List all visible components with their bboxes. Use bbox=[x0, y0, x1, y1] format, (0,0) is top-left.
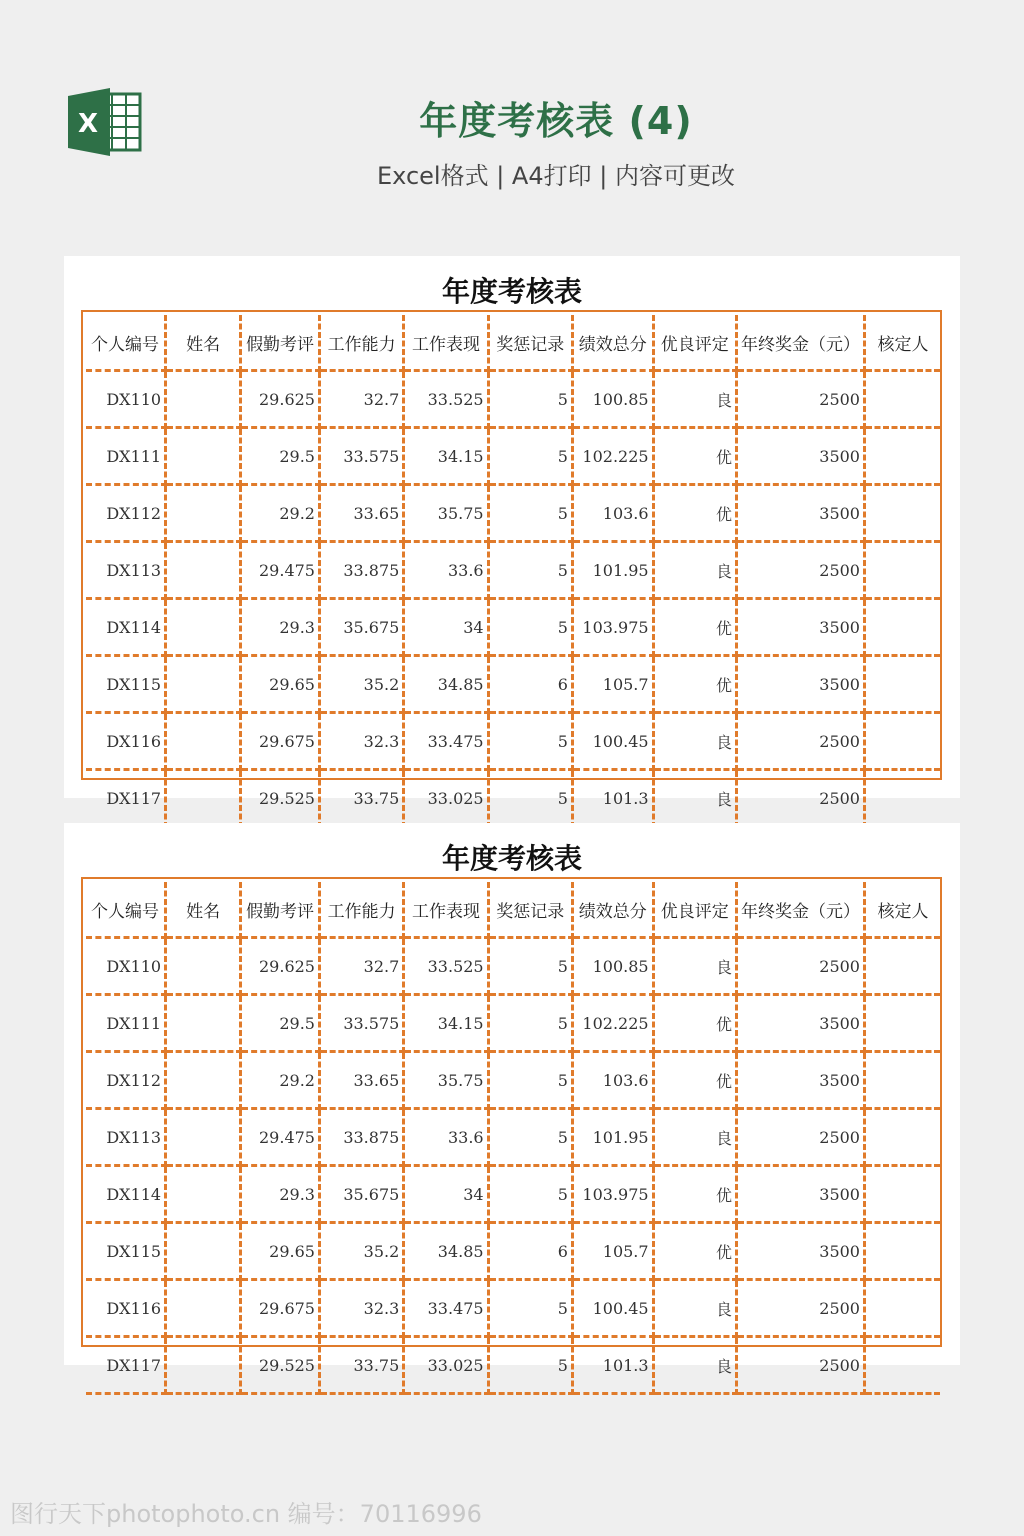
column-header-total-score: 绩效总分 bbox=[572, 882, 653, 938]
cell-grade: 良 bbox=[653, 542, 736, 599]
cell-bonus: 3500 bbox=[736, 995, 864, 1052]
page-title: 年度考核表 (4) bbox=[419, 99, 693, 143]
cell-reward-record: 5 bbox=[488, 995, 572, 1052]
column-header-reward-record: 奖惩记录 bbox=[488, 315, 572, 371]
cell-employee-id: DX111 bbox=[86, 995, 166, 1052]
column-header-performance-score: 工作表现 bbox=[404, 315, 488, 371]
cell-grade: 优 bbox=[653, 599, 736, 656]
cell-grade: 良 bbox=[653, 1337, 736, 1394]
cell-bonus: 3500 bbox=[736, 656, 864, 713]
cell-name bbox=[166, 599, 241, 656]
cell-total-score: 100.85 bbox=[572, 938, 653, 995]
cell-employee-id: DX113 bbox=[86, 542, 166, 599]
cell-performance-score: 34.15 bbox=[404, 995, 488, 1052]
cell-approver bbox=[864, 1109, 940, 1166]
cell-employee-id: DX115 bbox=[86, 1223, 166, 1280]
table-row bbox=[86, 656, 940, 713]
cell-approver bbox=[864, 656, 940, 713]
cell-attendance-score: 29.3 bbox=[241, 1166, 320, 1223]
sheet-title: 年度考核表 bbox=[441, 275, 582, 308]
table-frame bbox=[81, 877, 942, 1376]
cell-employee-id: DX117 bbox=[86, 770, 166, 827]
assessment-table bbox=[86, 882, 940, 1395]
cell-approver bbox=[864, 371, 940, 428]
cell-name bbox=[166, 371, 241, 428]
cell-employee-id: DX115 bbox=[86, 656, 166, 713]
cell-bonus: 2500 bbox=[736, 938, 864, 995]
cell-reward-record: 5 bbox=[488, 428, 572, 485]
cell-name bbox=[166, 485, 241, 542]
sheet-title: 年度考核表 bbox=[441, 842, 582, 875]
cell-attendance-score: 29.5 bbox=[241, 995, 320, 1052]
cell-bonus: 3500 bbox=[736, 1052, 864, 1109]
cell-bonus: 3500 bbox=[736, 1223, 864, 1280]
cell-approver bbox=[864, 599, 940, 656]
cell-approver bbox=[864, 485, 940, 542]
cell-employee-id: DX111 bbox=[86, 428, 166, 485]
cell-name bbox=[166, 1052, 241, 1109]
cell-ability-score: 33.65 bbox=[319, 485, 403, 542]
table-row bbox=[86, 371, 940, 428]
column-header-performance-score: 工作表现 bbox=[404, 882, 488, 938]
cell-reward-record: 5 bbox=[488, 485, 572, 542]
cell-grade: 良 bbox=[653, 1109, 736, 1166]
table-row bbox=[86, 428, 940, 485]
cell-bonus: 3500 bbox=[736, 485, 864, 542]
cell-name bbox=[166, 1166, 241, 1223]
column-header-employee-id: 个人编号 bbox=[86, 882, 166, 938]
cell-performance-score: 34.15 bbox=[404, 428, 488, 485]
cell-ability-score: 32.3 bbox=[319, 713, 403, 770]
cell-performance-score: 33.025 bbox=[404, 1337, 488, 1394]
cell-total-score: 105.7 bbox=[572, 656, 653, 713]
cell-ability-score: 33.65 bbox=[319, 1052, 403, 1109]
cell-total-score: 100.45 bbox=[572, 713, 653, 770]
cell-approver bbox=[864, 995, 940, 1052]
column-header-approver: 核定人 bbox=[864, 315, 940, 371]
cell-ability-score: 35.2 bbox=[319, 1223, 403, 1280]
cell-grade: 良 bbox=[653, 713, 736, 770]
table-row bbox=[86, 599, 940, 656]
cell-ability-score: 35.675 bbox=[319, 599, 403, 656]
table-frame bbox=[81, 310, 942, 809]
cell-grade: 优 bbox=[653, 1052, 736, 1109]
cell-bonus: 2500 bbox=[736, 1109, 864, 1166]
column-header-grade: 优良评定 bbox=[653, 315, 736, 371]
table-row bbox=[86, 542, 940, 599]
cell-attendance-score: 29.525 bbox=[241, 770, 320, 827]
cell-reward-record: 5 bbox=[488, 1052, 572, 1109]
cell-attendance-score: 29.65 bbox=[241, 656, 320, 713]
cell-grade: 良 bbox=[653, 938, 736, 995]
cell-bonus: 2500 bbox=[736, 1280, 864, 1337]
table-row bbox=[86, 1280, 940, 1337]
cell-attendance-score: 29.675 bbox=[241, 1280, 320, 1337]
cell-bonus: 3500 bbox=[736, 599, 864, 656]
cell-bonus: 3500 bbox=[736, 1166, 864, 1223]
cell-approver bbox=[864, 713, 940, 770]
table-header-row bbox=[86, 882, 940, 938]
cell-performance-score: 34 bbox=[404, 1166, 488, 1223]
table-row bbox=[86, 1223, 940, 1280]
cell-performance-score: 33.475 bbox=[404, 1280, 488, 1337]
cell-performance-score: 33.025 bbox=[404, 770, 488, 827]
cell-attendance-score: 29.2 bbox=[241, 485, 320, 542]
table-row bbox=[86, 1166, 940, 1223]
column-header-attendance-score: 假勤考评 bbox=[241, 315, 320, 371]
cell-attendance-score: 29.625 bbox=[241, 371, 320, 428]
cell-total-score: 101.3 bbox=[572, 1337, 653, 1394]
cell-name bbox=[166, 938, 241, 995]
cell-total-score: 105.7 bbox=[572, 1223, 653, 1280]
cell-ability-score: 32.3 bbox=[319, 1280, 403, 1337]
cell-name bbox=[166, 1280, 241, 1337]
cell-ability-score: 33.575 bbox=[319, 428, 403, 485]
table-row bbox=[86, 1337, 940, 1394]
cell-grade: 优 bbox=[653, 1223, 736, 1280]
column-header-approver: 核定人 bbox=[864, 882, 940, 938]
cell-name bbox=[166, 1223, 241, 1280]
cell-performance-score: 34.85 bbox=[404, 656, 488, 713]
column-header-grade: 优良评定 bbox=[653, 882, 736, 938]
cell-attendance-score: 29.3 bbox=[241, 599, 320, 656]
cell-bonus: 2500 bbox=[736, 371, 864, 428]
cell-attendance-score: 29.675 bbox=[241, 713, 320, 770]
table-row bbox=[86, 1109, 940, 1166]
cell-employee-id: DX116 bbox=[86, 1280, 166, 1337]
sheet-panel-1 bbox=[64, 256, 960, 809]
cell-grade: 优 bbox=[653, 995, 736, 1052]
cell-approver bbox=[864, 770, 940, 827]
cell-reward-record: 5 bbox=[488, 1109, 572, 1166]
cell-attendance-score: 29.625 bbox=[241, 938, 320, 995]
table-row bbox=[86, 938, 940, 995]
cell-reward-record: 6 bbox=[488, 1223, 572, 1280]
cell-name bbox=[166, 1337, 241, 1394]
cell-grade: 优 bbox=[653, 656, 736, 713]
cell-total-score: 100.45 bbox=[572, 1280, 653, 1337]
cell-employee-id: DX114 bbox=[86, 1166, 166, 1223]
cell-employee-id: DX113 bbox=[86, 1109, 166, 1166]
cell-ability-score: 35.675 bbox=[319, 1166, 403, 1223]
cell-attendance-score: 29.2 bbox=[241, 1052, 320, 1109]
cell-reward-record: 5 bbox=[488, 599, 572, 656]
table-row bbox=[86, 770, 940, 827]
cell-ability-score: 33.875 bbox=[319, 542, 403, 599]
column-header-ability-score: 工作能力 bbox=[319, 315, 403, 371]
cell-total-score: 100.85 bbox=[572, 371, 653, 428]
cell-approver bbox=[864, 1052, 940, 1109]
sheet-panel-2 bbox=[64, 823, 960, 1376]
cell-attendance-score: 29.475 bbox=[241, 542, 320, 599]
column-header-total-score: 绩效总分 bbox=[572, 315, 653, 371]
cell-approver bbox=[864, 1223, 940, 1280]
cell-performance-score: 35.75 bbox=[404, 485, 488, 542]
column-header-name: 姓名 bbox=[166, 315, 241, 371]
cell-name bbox=[166, 1109, 241, 1166]
cell-name bbox=[166, 656, 241, 713]
page-subtitle: Excel格式 | A4打印 | 内容可更改 bbox=[377, 162, 735, 190]
cell-reward-record: 5 bbox=[488, 770, 572, 827]
cell-total-score: 102.225 bbox=[572, 995, 653, 1052]
cell-approver bbox=[864, 542, 940, 599]
cell-employee-id: DX114 bbox=[86, 599, 166, 656]
cell-employee-id: DX112 bbox=[86, 485, 166, 542]
column-header-employee-id: 个人编号 bbox=[86, 315, 166, 371]
cell-bonus: 2500 bbox=[736, 1337, 864, 1394]
table-row bbox=[86, 713, 940, 770]
cell-total-score: 101.3 bbox=[572, 770, 653, 827]
watermark-text: 图行天下photophoto.cn 编号：70116996 bbox=[10, 1500, 482, 1528]
cell-reward-record: 6 bbox=[488, 656, 572, 713]
cell-total-score: 103.6 bbox=[572, 1052, 653, 1109]
cell-grade: 良 bbox=[653, 1280, 736, 1337]
cell-total-score: 102.225 bbox=[572, 428, 653, 485]
cell-grade: 良 bbox=[653, 371, 736, 428]
column-header-bonus: 年终奖金（元） bbox=[736, 315, 864, 371]
cell-performance-score: 33.525 bbox=[404, 371, 488, 428]
cell-performance-score: 35.75 bbox=[404, 1052, 488, 1109]
cell-approver bbox=[864, 1280, 940, 1337]
cell-attendance-score: 29.475 bbox=[241, 1109, 320, 1166]
cell-employee-id: DX110 bbox=[86, 371, 166, 428]
column-header-name: 姓名 bbox=[166, 882, 241, 938]
table-row bbox=[86, 1052, 940, 1109]
cell-employee-id: DX112 bbox=[86, 1052, 166, 1109]
cell-ability-score: 35.2 bbox=[319, 656, 403, 713]
cell-total-score: 103.975 bbox=[572, 1166, 653, 1223]
table-header-row bbox=[86, 315, 940, 371]
cell-performance-score: 34.85 bbox=[404, 1223, 488, 1280]
column-header-attendance-score: 假勤考评 bbox=[241, 882, 320, 938]
cell-ability-score: 33.875 bbox=[319, 1109, 403, 1166]
cell-ability-score: 33.75 bbox=[319, 770, 403, 827]
cell-reward-record: 5 bbox=[488, 1280, 572, 1337]
table-row bbox=[86, 485, 940, 542]
cell-bonus: 2500 bbox=[736, 542, 864, 599]
cell-reward-record: 5 bbox=[488, 1337, 572, 1394]
excel-icon bbox=[68, 88, 142, 156]
cell-total-score: 103.6 bbox=[572, 485, 653, 542]
cell-reward-record: 5 bbox=[488, 938, 572, 995]
cell-name bbox=[166, 770, 241, 827]
cell-name bbox=[166, 713, 241, 770]
cell-performance-score: 33.6 bbox=[404, 1109, 488, 1166]
cell-reward-record: 5 bbox=[488, 542, 572, 599]
cell-approver bbox=[864, 938, 940, 995]
cell-reward-record: 5 bbox=[488, 371, 572, 428]
cell-grade: 优 bbox=[653, 428, 736, 485]
cell-reward-record: 5 bbox=[488, 1166, 572, 1223]
cell-bonus: 2500 bbox=[736, 713, 864, 770]
cell-grade: 优 bbox=[653, 1166, 736, 1223]
cell-performance-score: 33.6 bbox=[404, 542, 488, 599]
assessment-table bbox=[86, 315, 940, 828]
cell-name bbox=[166, 995, 241, 1052]
cell-grade: 良 bbox=[653, 770, 736, 827]
column-header-ability-score: 工作能力 bbox=[319, 882, 403, 938]
cell-bonus: 2500 bbox=[736, 770, 864, 827]
cell-attendance-score: 29.525 bbox=[241, 1337, 320, 1394]
cell-approver bbox=[864, 1166, 940, 1223]
column-header-bonus: 年终奖金（元） bbox=[736, 882, 864, 938]
cell-grade: 优 bbox=[653, 485, 736, 542]
cell-attendance-score: 29.5 bbox=[241, 428, 320, 485]
cell-approver bbox=[864, 1337, 940, 1394]
cell-employee-id: DX117 bbox=[86, 1337, 166, 1394]
cell-performance-score: 34 bbox=[404, 599, 488, 656]
table-row bbox=[86, 995, 940, 1052]
cell-attendance-score: 29.65 bbox=[241, 1223, 320, 1280]
column-header-reward-record: 奖惩记录 bbox=[488, 882, 572, 938]
cell-performance-score: 33.475 bbox=[404, 713, 488, 770]
cell-performance-score: 33.525 bbox=[404, 938, 488, 995]
cell-ability-score: 32.7 bbox=[319, 371, 403, 428]
cell-ability-score: 32.7 bbox=[319, 938, 403, 995]
cell-total-score: 101.95 bbox=[572, 1109, 653, 1166]
svg-text:X: X bbox=[77, 109, 99, 139]
cell-ability-score: 33.75 bbox=[319, 1337, 403, 1394]
cell-bonus: 3500 bbox=[736, 428, 864, 485]
cell-employee-id: DX116 bbox=[86, 713, 166, 770]
cell-approver bbox=[864, 428, 940, 485]
cell-total-score: 101.95 bbox=[572, 542, 653, 599]
cell-total-score: 103.975 bbox=[572, 599, 653, 656]
cell-reward-record: 5 bbox=[488, 713, 572, 770]
cell-employee-id: DX110 bbox=[86, 938, 166, 995]
cell-name bbox=[166, 428, 241, 485]
cell-name bbox=[166, 542, 241, 599]
cell-ability-score: 33.575 bbox=[319, 995, 403, 1052]
